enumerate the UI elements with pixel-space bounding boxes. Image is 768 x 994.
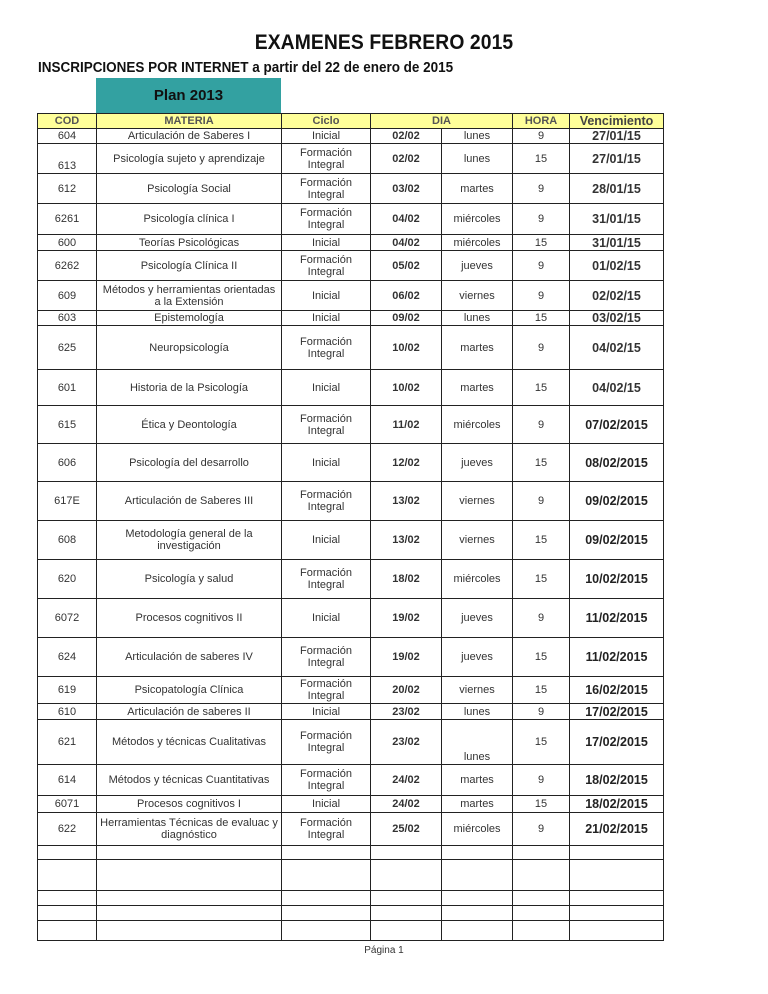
cell-ciclo: Formación Integral — [282, 765, 371, 796]
table-row — [38, 235, 664, 251]
cell-hora: 15 — [513, 796, 570, 813]
col-header-dia: DIA — [371, 114, 513, 129]
cell-materia: Neuropsicología — [97, 326, 282, 370]
cell-vencimiento: 18/02/2015 — [570, 765, 664, 796]
empty-cell — [513, 891, 570, 906]
empty-row — [38, 860, 664, 891]
cell-hora: 15 — [513, 144, 570, 174]
cell-fecha: 13/02 — [371, 521, 442, 560]
cell-vencimiento: 08/02/2015 — [570, 444, 664, 482]
cell-materia: Métodos y técnicas Cualitativas — [97, 720, 282, 765]
col-header-vencimiento: Vencimiento — [570, 114, 664, 129]
page-title: EXAMENES FEBRERO 2015 — [254, 31, 514, 54]
cell-dia: martes — [442, 765, 513, 796]
table-row — [38, 144, 664, 174]
cell-hora: 9 — [513, 251, 570, 281]
empty-cell — [570, 846, 664, 860]
cell-ciclo: Formación Integral — [282, 204, 371, 235]
empty-cell — [38, 921, 97, 941]
cell-dia: lunes — [442, 720, 513, 765]
cell-dia: jueves — [442, 444, 513, 482]
cell-fecha: 18/02 — [371, 560, 442, 599]
cell-cod: 615 — [38, 406, 97, 444]
empty-cell — [97, 906, 282, 921]
cell-vencimiento: 11/02/2015 — [570, 638, 664, 677]
page-number: Página 1 — [364, 945, 404, 956]
cell-dia: miércoles — [442, 406, 513, 444]
empty-cell — [282, 860, 371, 891]
cell-fecha: 19/02 — [371, 638, 442, 677]
cell-cod: 604 — [38, 129, 97, 144]
cell-ciclo: Formación Integral — [282, 174, 371, 204]
empty-cell — [282, 906, 371, 921]
cell-hora: 15 — [513, 235, 570, 251]
cell-cod: 620 — [38, 560, 97, 599]
cell-fecha: 13/02 — [371, 482, 442, 521]
cell-materia: Ética y Deontología — [97, 406, 282, 444]
cell-dia: miércoles — [442, 204, 513, 235]
cell-dia: jueves — [442, 599, 513, 638]
cell-vencimiento: 16/02/2015 — [570, 677, 664, 704]
col-header-hora: HORA — [513, 114, 570, 129]
table-row — [38, 370, 664, 406]
table-row — [38, 677, 664, 704]
cell-vencimiento: 03/02/15 — [570, 311, 664, 326]
cell-ciclo: Inicial — [282, 521, 371, 560]
cell-dia: viernes — [442, 482, 513, 521]
empty-row — [38, 846, 664, 860]
empty-cell — [38, 891, 97, 906]
cell-materia: Metodología general de la investigación — [97, 521, 282, 560]
cell-materia: Herramientas Técnicas de evaluac y diagnóstico — [97, 813, 282, 846]
cell-hora: 9 — [513, 281, 570, 311]
cell-cod: 6072 — [38, 599, 97, 638]
cell-vencimiento: 10/02/2015 — [570, 560, 664, 599]
empty-cell — [97, 860, 282, 891]
cell-materia: Psicología Social — [97, 174, 282, 204]
cell-materia: Articulación de saberes IV — [97, 638, 282, 677]
empty-cell — [38, 846, 97, 860]
cell-fecha: 03/02 — [371, 174, 442, 204]
cell-hora: 15 — [513, 521, 570, 560]
cell-ciclo: Formación Integral — [282, 326, 371, 370]
table-row — [38, 720, 664, 765]
table-header-row — [38, 114, 664, 129]
empty-row — [38, 891, 664, 906]
cell-dia: martes — [442, 370, 513, 406]
cell-cod: 601 — [38, 370, 97, 406]
cell-fecha: 23/02 — [371, 704, 442, 720]
cell-vencimiento: 31/01/15 — [570, 204, 664, 235]
cell-cod: 613 — [38, 144, 97, 174]
cell-fecha: 23/02 — [371, 720, 442, 765]
empty-cell — [38, 906, 97, 921]
empty-cell — [282, 891, 371, 906]
cell-fecha: 04/02 — [371, 235, 442, 251]
cell-cod: 6261 — [38, 204, 97, 235]
cell-ciclo: Inicial — [282, 599, 371, 638]
empty-cell — [371, 860, 442, 891]
empty-cell — [442, 891, 513, 906]
cell-cod: 600 — [38, 235, 97, 251]
cell-ciclo: Inicial — [282, 370, 371, 406]
exam-schedule-table — [37, 113, 664, 941]
cell-ciclo: Formación Integral — [282, 720, 371, 765]
cell-dia: jueves — [442, 251, 513, 281]
cell-fecha: 02/02 — [371, 129, 442, 144]
cell-materia: Psicopatología Clínica — [97, 677, 282, 704]
cell-materia: Teorías Psicológicas — [97, 235, 282, 251]
cell-ciclo: Inicial — [282, 129, 371, 144]
cell-ciclo: Formación Integral — [282, 813, 371, 846]
cell-hora: 9 — [513, 813, 570, 846]
table-row — [38, 281, 664, 311]
empty-cell — [442, 921, 513, 941]
col-header-materia: MATERIA — [97, 114, 282, 129]
table-row — [38, 326, 664, 370]
cell-materia: Historia de la Psicología — [97, 370, 282, 406]
table-row — [38, 129, 664, 144]
cell-cod: 624 — [38, 638, 97, 677]
table-row — [38, 251, 664, 281]
cell-vencimiento: 02/02/15 — [570, 281, 664, 311]
cell-materia: Psicología clínica I — [97, 204, 282, 235]
cell-dia: lunes — [442, 144, 513, 174]
cell-hora: 15 — [513, 720, 570, 765]
cell-dia: viernes — [442, 677, 513, 704]
cell-ciclo: Formación Integral — [282, 144, 371, 174]
cell-fecha: 11/02 — [371, 406, 442, 444]
cell-vencimiento: 09/02/2015 — [570, 521, 664, 560]
cell-vencimiento: 31/01/15 — [570, 235, 664, 251]
cell-dia: miércoles — [442, 560, 513, 599]
table-row — [38, 560, 664, 599]
cell-materia: Procesos cognitivos I — [97, 796, 282, 813]
cell-fecha: 20/02 — [371, 677, 442, 704]
cell-hora: 9 — [513, 765, 570, 796]
cell-fecha: 10/02 — [371, 370, 442, 406]
cell-hora: 9 — [513, 326, 570, 370]
empty-row — [38, 921, 664, 941]
table-row — [38, 796, 664, 813]
cell-ciclo: Formación Integral — [282, 251, 371, 281]
cell-dia: martes — [442, 326, 513, 370]
cell-materia: Métodos y herramientas orientadas a la Extensión — [97, 281, 282, 311]
empty-cell — [97, 846, 282, 860]
cell-vencimiento: 04/02/15 — [570, 370, 664, 406]
cell-ciclo: Formación Integral — [282, 406, 371, 444]
empty-cell — [97, 891, 282, 906]
cell-dia: miércoles — [442, 813, 513, 846]
cell-cod: 612 — [38, 174, 97, 204]
cell-materia: Articulación de Saberes III — [97, 482, 282, 521]
cell-materia: Psicología del desarrollo — [97, 444, 282, 482]
empty-cell — [38, 860, 97, 891]
cell-dia: viernes — [442, 521, 513, 560]
cell-dia: jueves — [442, 638, 513, 677]
cell-hora: 9 — [513, 406, 570, 444]
cell-fecha: 25/02 — [371, 813, 442, 846]
table-row — [38, 204, 664, 235]
empty-cell — [513, 846, 570, 860]
cell-hora: 9 — [513, 129, 570, 144]
cell-dia: martes — [442, 796, 513, 813]
cell-vencimiento: 04/02/15 — [570, 326, 664, 370]
cell-dia: viernes — [442, 281, 513, 311]
cell-cod: 610 — [38, 704, 97, 720]
cell-fecha: 04/02 — [371, 204, 442, 235]
cell-ciclo: Inicial — [282, 311, 371, 326]
cell-dia: miércoles — [442, 235, 513, 251]
cell-vencimiento: 11/02/2015 — [570, 599, 664, 638]
plan-label: Plan 2013 — [153, 87, 224, 104]
cell-fecha: 12/02 — [371, 444, 442, 482]
empty-cell — [371, 846, 442, 860]
cell-ciclo: Inicial — [282, 444, 371, 482]
cell-cod: 617E — [38, 482, 97, 521]
cell-materia: Epistemología — [97, 311, 282, 326]
cell-vencimiento: 21/02/2015 — [570, 813, 664, 846]
cell-cod: 625 — [38, 326, 97, 370]
cell-ciclo: Inicial — [282, 235, 371, 251]
cell-hora: 9 — [513, 599, 570, 638]
cell-ciclo: Formación Integral — [282, 638, 371, 677]
cell-hora: 9 — [513, 174, 570, 204]
table-row — [38, 521, 664, 560]
cell-dia: lunes — [442, 704, 513, 720]
cell-ciclo: Formación Integral — [282, 560, 371, 599]
empty-cell — [513, 906, 570, 921]
cell-vencimiento: 18/02/2015 — [570, 796, 664, 813]
cell-ciclo: Formación Integral — [282, 677, 371, 704]
cell-vencimiento: 28/01/15 — [570, 174, 664, 204]
table-row — [38, 311, 664, 326]
table-row — [38, 704, 664, 720]
cell-hora: 15 — [513, 677, 570, 704]
cell-vencimiento: 07/02/2015 — [570, 406, 664, 444]
cell-ciclo: Formación Integral — [282, 482, 371, 521]
plan-badge — [96, 78, 281, 113]
cell-vencimiento: 01/02/15 — [570, 251, 664, 281]
table-row — [38, 599, 664, 638]
table-row — [38, 482, 664, 521]
cell-dia: lunes — [442, 311, 513, 326]
cell-fecha: 05/02 — [371, 251, 442, 281]
empty-cell — [371, 906, 442, 921]
cell-ciclo: Inicial — [282, 796, 371, 813]
table-row — [38, 813, 664, 846]
cell-fecha: 02/02 — [371, 144, 442, 174]
cell-ciclo: Inicial — [282, 704, 371, 720]
empty-cell — [513, 921, 570, 941]
cell-hora: 9 — [513, 204, 570, 235]
cell-vencimiento: 09/02/2015 — [570, 482, 664, 521]
empty-row — [38, 906, 664, 921]
empty-cell — [371, 921, 442, 941]
cell-vencimiento: 17/02/2015 — [570, 704, 664, 720]
cell-fecha: 24/02 — [371, 765, 442, 796]
cell-cod: 608 — [38, 521, 97, 560]
empty-cell — [570, 906, 664, 921]
cell-hora: 9 — [513, 482, 570, 521]
cell-cod: 621 — [38, 720, 97, 765]
cell-hora: 15 — [513, 444, 570, 482]
empty-cell — [570, 860, 664, 891]
cell-cod: 603 — [38, 311, 97, 326]
cell-materia: Psicología sujeto y aprendizaje — [97, 144, 282, 174]
cell-materia: Métodos y técnicas Cuantitativas — [97, 765, 282, 796]
empty-cell — [442, 906, 513, 921]
table-row — [38, 638, 664, 677]
table-row — [38, 444, 664, 482]
cell-materia: Articulación de Saberes I — [97, 129, 282, 144]
page-subtitle: INSCRIPCIONES POR INTERNET a partir del 22 de enero de 2015 — [38, 60, 454, 76]
col-header-ciclo: Ciclo — [282, 114, 371, 129]
cell-dia: lunes — [442, 129, 513, 144]
cell-materia: Procesos cognitivos II — [97, 599, 282, 638]
col-header-cod: COD — [38, 114, 97, 129]
cell-vencimiento: 27/01/15 — [570, 129, 664, 144]
table-row — [38, 765, 664, 796]
empty-cell — [282, 846, 371, 860]
cell-cod: 614 — [38, 765, 97, 796]
cell-materia: Articulación de saberes II — [97, 704, 282, 720]
cell-fecha: 19/02 — [371, 599, 442, 638]
empty-cell — [97, 921, 282, 941]
cell-hora: 9 — [513, 704, 570, 720]
cell-fecha: 06/02 — [371, 281, 442, 311]
cell-fecha: 09/02 — [371, 311, 442, 326]
table-row — [38, 406, 664, 444]
empty-cell — [371, 891, 442, 906]
cell-ciclo: Inicial — [282, 281, 371, 311]
cell-materia: Psicología Clínica II — [97, 251, 282, 281]
empty-cell — [442, 860, 513, 891]
empty-cell — [442, 846, 513, 860]
cell-cod: 622 — [38, 813, 97, 846]
empty-cell — [570, 891, 664, 906]
empty-cell — [282, 921, 371, 941]
cell-cod: 609 — [38, 281, 97, 311]
cell-fecha: 24/02 — [371, 796, 442, 813]
cell-dia: martes — [442, 174, 513, 204]
empty-cell — [570, 921, 664, 941]
cell-cod: 619 — [38, 677, 97, 704]
cell-fecha: 10/02 — [371, 326, 442, 370]
cell-cod: 6071 — [38, 796, 97, 813]
cell-hora: 15 — [513, 370, 570, 406]
table-row — [38, 174, 664, 204]
cell-cod: 606 — [38, 444, 97, 482]
cell-hora: 15 — [513, 311, 570, 326]
cell-vencimiento: 27/01/15 — [570, 144, 664, 174]
cell-hora: 15 — [513, 560, 570, 599]
cell-cod: 6262 — [38, 251, 97, 281]
cell-hora: 15 — [513, 638, 570, 677]
cell-vencimiento: 17/02/2015 — [570, 720, 664, 765]
cell-materia: Psicología y salud — [97, 560, 282, 599]
empty-cell — [513, 860, 570, 891]
